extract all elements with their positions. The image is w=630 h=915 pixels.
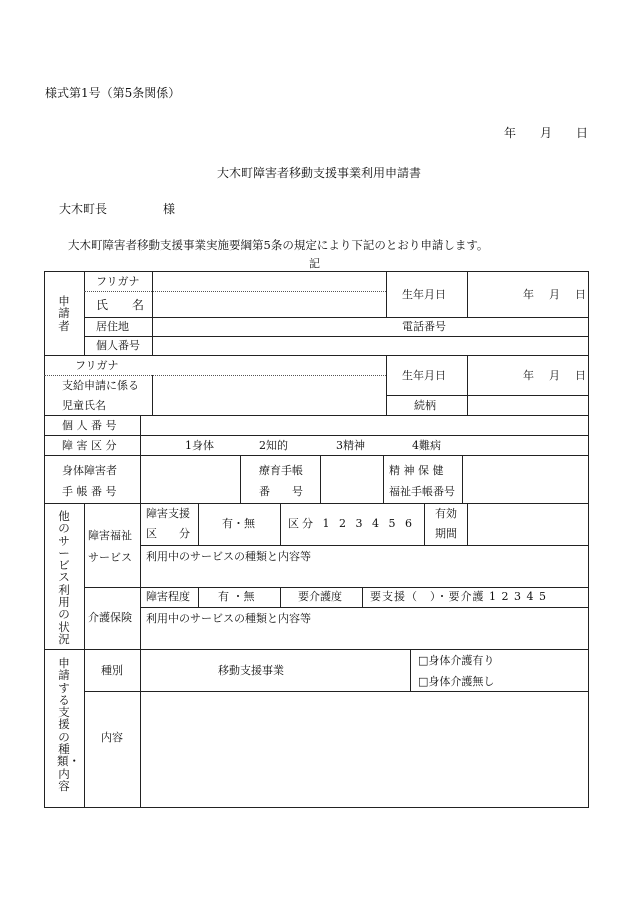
grid-line <box>240 455 241 503</box>
care-services-in-use: 利用中のサービスの種類と内容等 <box>146 612 311 625</box>
grid-line <box>140 455 141 503</box>
disability-option-intellectual: 2知的 <box>259 439 288 452</box>
border-right <box>588 271 589 808</box>
addressee-honorific: 様 <box>163 202 176 216</box>
grid-line <box>84 503 85 649</box>
applicant-furigana-label: フリガナ <box>96 275 140 288</box>
request-content-field[interactable] <box>141 692 588 807</box>
welfare-label-line1: 障害福祉 <box>88 529 132 542</box>
child-birth-year: 年 <box>523 369 534 382</box>
care-insurance-label: 介護保険 <box>88 611 132 624</box>
child-relationship-label: 続柄 <box>414 399 436 412</box>
grid-line <box>84 649 85 807</box>
grid-line <box>467 503 468 545</box>
request-type-label: 種別 <box>101 664 123 677</box>
grid-line <box>280 503 281 545</box>
grid-line <box>467 355 468 415</box>
applicant-furigana-field[interactable] <box>153 272 385 291</box>
welfare-services-in-use: 利用中のサービスの種類と内容等 <box>146 550 311 563</box>
date-day-label: 日 <box>576 126 589 140</box>
disability-label: 障 害 区 分 <box>62 439 117 452</box>
applicant-phone-label: 電話番号 <box>402 320 446 333</box>
support-umu: 有・無 <box>222 517 255 530</box>
support-class-label-line2: 区 分 <box>146 527 190 540</box>
disability-option-mental: 3精神 <box>336 439 365 452</box>
grid-line <box>198 503 199 545</box>
child-birth-month: 月 <box>549 369 560 382</box>
applicant-address-label: 居住地 <box>96 320 129 333</box>
applicant-section-label-text: 申請者 <box>58 294 70 333</box>
applicant-name-field[interactable] <box>153 292 385 316</box>
date-year-label: 年 <box>504 126 517 140</box>
intro-text: 大木町障害者移動支援事業実施要綱第5条の規定により下記のとおり申請します。 <box>68 238 489 252</box>
mental-handbook-label-line1: 精 神 保 健 <box>389 464 444 477</box>
support-class-label-line1: 障害支援 <box>146 507 190 520</box>
child-name-field[interactable] <box>153 376 385 415</box>
ryoiku-handbook-label-line1: 療育手帳 <box>259 464 303 477</box>
grid-line <box>44 455 589 456</box>
applicant-address-field[interactable] <box>153 318 385 336</box>
request-section-label-text: 申請する支援の種類・内容 <box>57 656 80 793</box>
ryoiku-handbook-label-line2: 番 号 <box>259 485 303 498</box>
child-furigana-label: フリガナ <box>75 359 119 372</box>
grid-line <box>383 455 384 503</box>
applicant-birth-year: 年 <box>523 288 534 301</box>
disability-option-intractable: 4難病 <box>412 439 441 452</box>
disability-option-physical: 1身体 <box>185 439 214 452</box>
personal-number-2-label: 個 人 番 号 <box>62 419 117 432</box>
grid-line <box>462 455 463 503</box>
grid-line <box>140 503 141 649</box>
child-birthdate-label: 生年月日 <box>402 369 446 382</box>
grid-line <box>280 587 281 607</box>
form-number: 様式第1号（第5条関係） <box>45 86 181 100</box>
valid-period-label-line1: 有効 <box>435 507 457 520</box>
mental-handbook-label-line2: 福祉手帳番号 <box>389 485 455 498</box>
applicant-section-label <box>57 295 71 332</box>
grid-line <box>198 587 199 607</box>
addressee-name: 大木町長 <box>59 202 108 216</box>
grid-line <box>386 271 387 317</box>
grid-line <box>44 435 589 436</box>
care-levels: 要支援（ ）・要介護 1 2 3 4 5 <box>370 590 547 603</box>
applicant-personal-number-field[interactable] <box>153 337 588 355</box>
valid-period-label-line2: 期間 <box>435 527 457 540</box>
request-type-value: 移動支援事業 <box>218 664 284 677</box>
child-label-line1: 支給申請に係る <box>62 379 139 392</box>
physical-handbook-label-line2: 手 帳 番 号 <box>62 485 117 498</box>
grid-line <box>140 545 589 546</box>
care-need-label: 要介護度 <box>298 590 342 603</box>
border-bottom <box>44 807 589 808</box>
border-left <box>44 271 45 808</box>
grid-line <box>362 587 363 607</box>
other-services-section-label <box>57 510 71 645</box>
body-care-no-checkbox[interactable]: □身体介護無し <box>418 675 495 688</box>
grid-line <box>467 271 468 317</box>
support-class-numbers: 区分 1 2 3 4 5 6 <box>288 517 415 530</box>
grid-line <box>386 355 387 415</box>
personal-number-2-field[interactable] <box>141 416 588 435</box>
grid-line <box>140 607 589 608</box>
applicant-name-label: 氏 名 <box>96 298 145 312</box>
form-title: 大木町障害者移動支援事業利用申請書 <box>217 166 422 180</box>
grid-line <box>84 587 589 588</box>
welfare-label-line2: サービス <box>88 551 132 564</box>
applicant-birth-month: 月 <box>549 288 560 301</box>
request-content-label: 内容 <box>101 731 123 744</box>
grid-line <box>424 503 425 545</box>
child-birth-day: 日 <box>575 369 586 382</box>
applicant-personal-number-label: 個人番号 <box>96 339 140 352</box>
child-label-line2: 児童氏名 <box>62 399 106 412</box>
disability-degree-label: 障害程度 <box>146 590 190 603</box>
body-care-yes-checkbox[interactable]: □身体介護有り <box>418 654 495 667</box>
grid-line <box>386 395 589 396</box>
grid-line <box>44 503 589 504</box>
degree-umu: 有 ・無 <box>218 590 255 603</box>
grid-line <box>320 455 321 503</box>
request-section-label <box>57 656 80 793</box>
grid-line <box>84 271 85 355</box>
applicant-birth-day: 日 <box>575 288 586 301</box>
physical-handbook-label-line1: 身体障害者 <box>62 464 117 477</box>
grid-line <box>44 649 589 650</box>
date-month-label: 月 <box>540 126 553 140</box>
ki-label: 記 <box>309 257 320 270</box>
other-services-section-label-text: 他のサービス利用の状況 <box>58 509 70 646</box>
grid-line <box>44 355 589 356</box>
grid-line <box>410 649 411 691</box>
applicant-birthdate-label: 生年月日 <box>402 288 446 301</box>
